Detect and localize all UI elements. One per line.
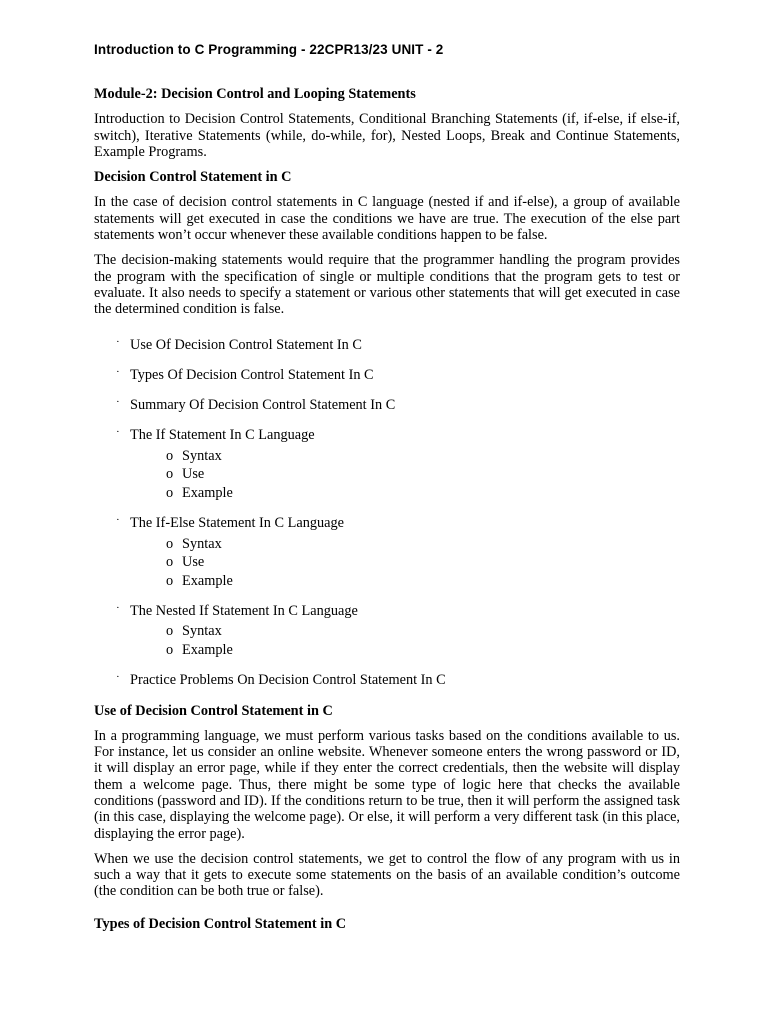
sub-list xyxy=(130,448,680,501)
list-item-label: The If Statement In C Language xyxy=(130,427,315,444)
sub-list-item: o Use xyxy=(166,466,205,483)
circle-bullet-icon: o xyxy=(166,572,174,589)
circle-bullet-icon: o xyxy=(166,535,174,552)
list-item xyxy=(94,672,680,688)
list-item xyxy=(94,337,680,353)
circle-bullet-icon: o xyxy=(166,554,174,571)
paragraph: When we use the decision control statements, we get to control the flow of any program with us in such a way that it gets to execute some statements on the basis of an available condition’s outcome (the condition can be both true or false). xyxy=(94,850,680,900)
topic-list xyxy=(94,337,680,689)
sub-list-item: o Use xyxy=(166,554,205,571)
sub-list xyxy=(130,536,680,589)
circle-bullet-icon: o xyxy=(166,484,174,501)
list-item-label: Practice Problems On Decision Control Statement In C xyxy=(130,672,446,689)
circle-bullet-icon: o xyxy=(166,447,174,464)
paragraph: In the case of decision control statements in C language (nested if and if-else), a group of available statements will get executed in case the conditions we have are true. The execution of the else part statements won’t occur whenever these available conditions happen to be false. xyxy=(94,194,680,244)
bullet-icon: · xyxy=(116,365,120,378)
sub-list-item: o Example xyxy=(166,641,233,658)
section-heading-decision-control: Decision Control Statement in C xyxy=(94,169,292,186)
list-item xyxy=(94,515,680,589)
list-item xyxy=(94,603,680,658)
sub-list-item: o Example xyxy=(166,484,233,501)
document-body xyxy=(94,86,680,941)
section-heading-types: Types of Decision Control Statement in C xyxy=(94,915,347,932)
circle-bullet-icon: o xyxy=(166,466,174,483)
list-item-label: Use Of Decision Control Statement In C xyxy=(130,336,362,353)
list-item-label: Summary Of Decision Control Statement In C xyxy=(130,397,396,414)
bullet-icon: · xyxy=(116,602,120,615)
sub-list-item: o Syntax xyxy=(166,447,222,464)
module-intro: Introduction to Decision Control Statements, Conditional Branching Statements (if, if-else, if else-if, switch), Iterative Statements (while, do-while, for), Nested Loops, Break and Continue Statements, Example Programs. xyxy=(94,111,680,160)
paragraph: The decision-making statements would require that the programmer handling the program provides the program with the specification of single or multiple conditions that the program gets to test or evaluate. It also needs to specify a statement or various other statements that will get executed in case the determined condition is false. xyxy=(94,252,680,318)
sub-list-item: o Example xyxy=(166,572,233,589)
bullet-icon: · xyxy=(116,426,120,439)
list-item-label: The If-Else Statement In C Language xyxy=(130,515,344,532)
page-header: Introduction to C Programming - 22CPR13/23 UNIT - 2 xyxy=(94,42,444,57)
sub-list-item: o Syntax xyxy=(166,623,222,640)
list-item-label: The Nested If Statement In C Language xyxy=(130,603,358,620)
circle-bullet-icon: o xyxy=(166,641,174,658)
list-item xyxy=(94,427,680,501)
bullet-icon: · xyxy=(116,671,120,684)
circle-bullet-icon: o xyxy=(166,623,174,640)
sub-list-item: o Syntax xyxy=(166,535,222,552)
bullet-icon: · xyxy=(116,514,120,527)
bullet-icon: · xyxy=(116,396,120,409)
sub-list xyxy=(130,623,680,658)
list-item-label: Types Of Decision Control Statement In C xyxy=(130,366,374,383)
section-heading-use: Use of Decision Control Statement in C xyxy=(94,702,333,719)
module-title: Module-2: Decision Control and Looping Statements xyxy=(94,86,416,102)
list-item xyxy=(94,367,680,383)
list-item xyxy=(94,397,680,413)
paragraph: In a programming language, we must perform various tasks based on the conditions available to us. For instance, let us consider an online website. Whenever someone enters the wrong password or ID, it will display an error page, while if they enter the correct credentials, then the website will display them a welcome page. Thus, there might be some type of logic here that checks the available conditions (password and ID). If the conditions return to be true, then it will perform the assigned task (in this case, displaying the welcome page). Or else, it will perform a very different task (in this place, displaying the error page). xyxy=(94,727,680,842)
bullet-icon: · xyxy=(116,335,120,348)
